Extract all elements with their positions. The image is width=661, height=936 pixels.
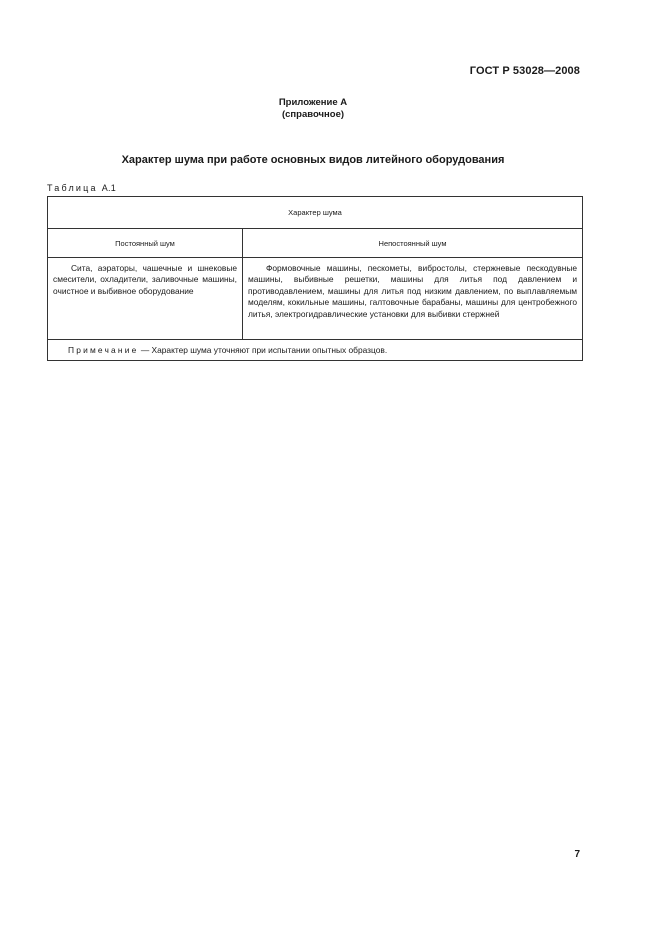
table-subheader-row	[48, 229, 583, 258]
table-note-row	[48, 340, 583, 361]
appendix-subtitle: (справочное)	[281, 109, 345, 120]
standard-code: ГОСТ Р 53028—2008	[469, 65, 580, 77]
cell-variable-noise-text: Формовочные машины, пескометы, вибростолы, стержневые пескодувные машины, выбивные решетки, машины для литья под давлением и противодавлением, машины для литья под низким давлением, по выплавляемым моделям, кокильные машины, галтовочные барабаны, машины для центробежного литья, электрогидравлические установки для выбивки стержней	[248, 263, 578, 319]
noise-table	[47, 196, 583, 361]
cell-variable-noise	[243, 258, 583, 340]
table-note	[48, 340, 583, 361]
cell-constant-noise-text: Сита, аэраторы, чашечные и шнековые смесители, охладители, заливочные машины, очистное и выбивное оборудование	[53, 263, 237, 296]
note-label: Примечание	[68, 345, 139, 355]
column-header-variable: Непостоянный шум	[243, 229, 583, 258]
cell-constant-noise	[48, 258, 243, 340]
note-text: — Характер шума уточняют при испытании опытных образцов.	[140, 345, 388, 355]
table-caption-number: А.1	[101, 183, 117, 193]
page-number: 7	[574, 849, 580, 860]
section-heading: Характер шума при работе основных видов литейного оборудования	[121, 154, 505, 166]
appendix-title: Приложение А	[278, 97, 348, 108]
table-header-row	[48, 197, 583, 229]
table-header-main: Характер шума	[48, 197, 583, 229]
appendix-header	[0, 97, 626, 121]
table-caption	[47, 183, 116, 193]
column-header-constant: Постоянный шум	[48, 229, 243, 258]
table-caption-label: Таблица	[47, 183, 98, 193]
table-row	[48, 258, 583, 340]
